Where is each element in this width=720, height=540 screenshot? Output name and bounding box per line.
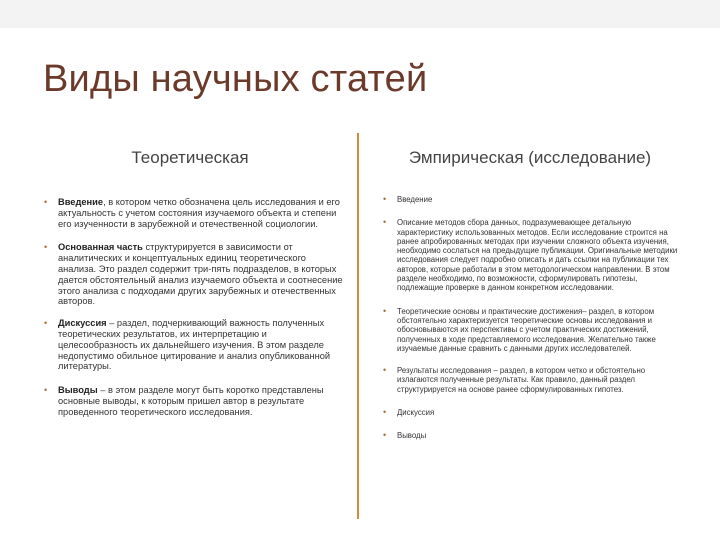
bullet-icon: • [44,318,48,329]
empirical-list [383,195,683,441]
theoretical-list [44,197,344,431]
bullet-icon: • [383,365,387,376]
right-column-heading: Эмпирическая (исследование) [408,148,652,167]
item-text: Введение [397,195,433,204]
item-term: Дискуссия [58,318,107,329]
item-text: , в котором четко обозначена цель исследования и его актуальность с учетом состояния изучаемого объекта и степени его изученности в зарубежной и отечественной социологии. [58,197,340,229]
item-term: Основанная часть [58,242,143,253]
bullet-icon: • [44,242,48,253]
list-item [383,195,683,204]
list-item [383,408,683,417]
bullet-icon: • [383,194,387,204]
item-text: структурируется в зависимости от аналитических и концептуальных единиц теоретического анализа. Это раздел содержит три-пять подразделов, в которых дается обстоятельный анализ изучаемого объекта и соотнесение этого анализа с подходами других зарубежных и отечественных авторов. [58,242,343,307]
item-text: Дискуссия [397,408,435,418]
list-item [44,242,344,307]
list-item [383,431,683,440]
item-term: Выводы [58,385,98,396]
column-divider [357,133,359,519]
item-text: – раздел, подчеркивающий важность полученных теоретических результатов, их интерпретацию и целесообразность их дальнейшего изучения. В этом разделе недопустимо обильное цитирование и анализ опубликованной литературы. [58,318,331,372]
slide-title: Виды научных статей [43,58,428,100]
left-column-heading: Теоретическая [131,148,249,167]
bullet-icon: • [383,305,387,316]
bullet-icon: • [383,430,387,441]
list-item [44,197,344,229]
item-text: Результаты исследования – раздел, в котором четко и обстоятельно излагаются полученные результаты. Как правило, данный раздел структурируется на основе ранее сформулированных гипотез. [397,366,646,394]
list-item [383,366,683,394]
bullet-icon: • [383,407,387,418]
list-item [383,218,683,292]
bullet-icon: • [44,385,48,396]
item-text: Теоретические основы и практические достижения– раздел, в котором обстоятельно характеризуется теоретические основы исследования и обосновываются их перспективы с учетом практических достижений, полученных в ходе представляемого исследования. Желательно также изучаемые данные сравнить с данными других исследователей. [397,306,656,353]
list-item [44,385,344,417]
item-text: – в этом разделе могут быть коротко представлены основные выводы, к которым пришел автор в результате проведенного теоретического исследования. [58,385,324,417]
list-item [44,318,344,372]
bullet-icon: • [44,197,48,207]
item-term: Введение [58,197,104,207]
bullet-icon: • [383,217,387,228]
item-text: Описание методов сбора данных, подразумевающее детальную характеристику использованных методов. Если исследование строится на ранее апробированных методах при изучении сложного объекта изучения, необходимо сослаться на предыдущие публикации. Оригинальные методики исследования следует подробно описать и дать ссылки на публикации тех авторов, которые работали в этом методологическом направлении. В этом разделе необходимо, по возможности, сформулировать гипотезы, подлежащие проверке в данном конкретном исследовании. [397,218,678,293]
item-text: Выводы [397,431,427,441]
top-band [0,0,720,28]
list-item [383,307,683,353]
